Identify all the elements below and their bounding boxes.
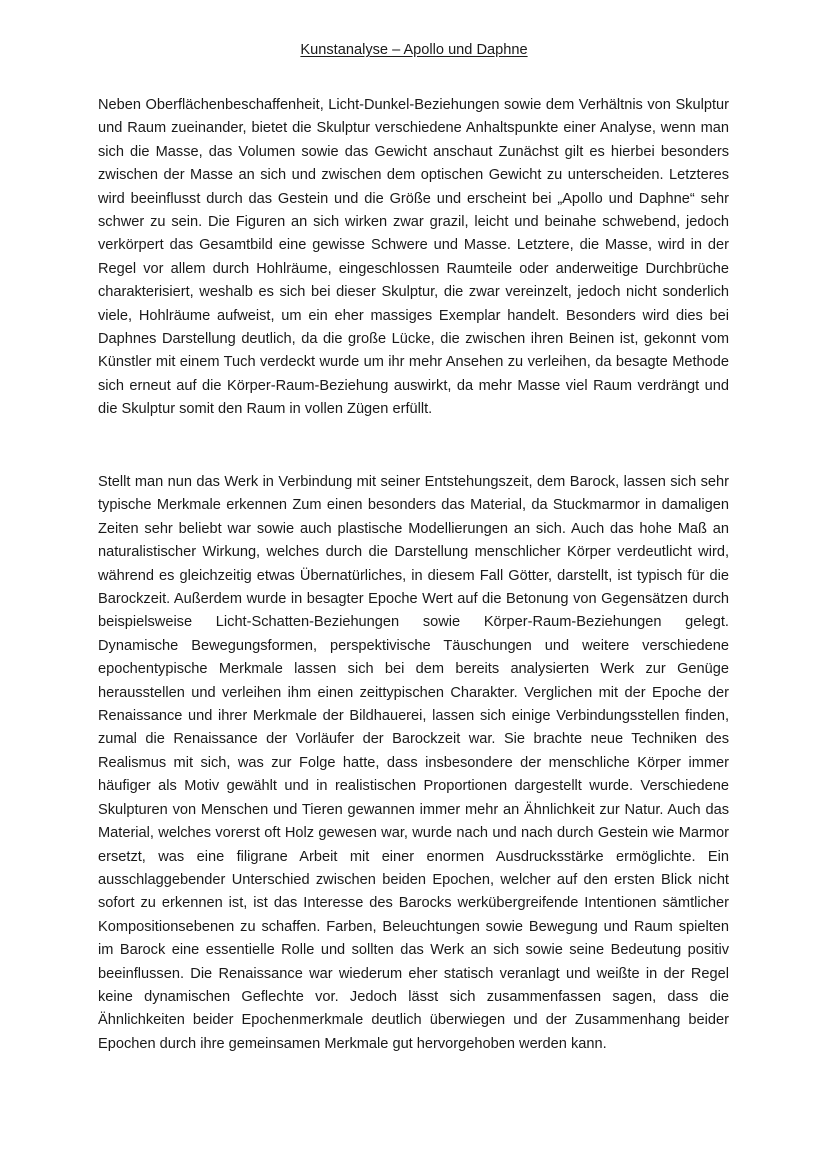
paragraph-masse-volumen-gewicht: Neben Oberflächenbeschaffenheit, Licht-Dunkel-Beziehungen sowie dem Verhältnis von Skulptur und Raum zueinander, bietet die Skulptur verschiedene Anhaltspunkte einer Analyse, wenn man sich die Masse, das Volumen sowie das Gewicht anschaut Zunächst gilt es hierbei besonders zwischen der Masse an sich und zwischen dem optischen Gewicht zu unterscheiden. Letzteres wird beeinflusst durch das Gestein und die Größe und erscheint bei „Apollo und Daphne“ sehr schwer zu sein. Die Figuren an sich wirken zwar grazil, leicht und beinahe schwebend, jedoch verkörpert das Gesamtbild eine gewisse Schwere und Masse. Letztere, die Masse, wird in der Regel vor allem durch Hohlräume, eingeschlossen Raumteile oder anderweitige Durchbrüche charakterisiert, weshalb es sich bei dieser Skulptur, die zwar vereinzelt, jedoch nicht sonderlich viele, Hohlräume aufweist, um ein eher massiges Exemplar handelt. Besonders wird dies bei Daphnes Darstellung deutlich, da die große Lücke, die zwischen ihren Beinen ist, gekonnt vom Künstler mit einem Tuch verdeckt wurde um ihr mehr Ansehen zu verleihen, da besagte Methode sich erneut auf die Körper-Raum-Beziehung auswirkt, da mehr Masse viel Raum verdrängt und die Skulptur somit den Raum in vollen Zügen erfüllt.	[98, 97, 729, 418]
paragraph-epochenvergleich: Stellt man nun das Werk in Verbindung mit seiner Entstehungszeit, dem Barock, lassen sich sehr typische Merkmale erkennen Zum einen besonders das Material, da Stuckmarmor in damaligen Zeiten sehr beliebt war sowie auch plastische Modellierungen an sich. Auch das hohe Maß an naturalistischer Wirkung, welches durch die Darstellung menschlicher Körper verdeutlicht wird, während es gleichzeitig etwas Übernatürliches, in diesem Fall Götter, darstellt, ist typisch für die Barockzeit. Außerdem wurde in besagter Epoche Wert auf die Betonung von Gegensätzen durch beispielsweise Licht-Schatten-Beziehungen sowie Körper-Raum-Beziehungen gelegt. Dynamische Bewegungsformen, perspektivische Täuschungen und weitere verschiedene epochentypische Merkmale lassen sich bei dem bereits analysierten Werk zur Genüge herausstellen und verleihen ihm einen zeittypischen Charakter. Verglichen mit der Epoche der Renaissance und ihrer Merkmale der Bildhauerei, lassen sich einige Verbindungsstellen finden, zumal die Renaissance der Vorläufer der Barockzeit war. Sie brachte neue Techniken des Realismus mit sich, was zur Folge hatte, dass insbesondere der menschliche Körper immer häufiger als Motiv gewählt und in realistischen Proportionen dargestellt wurde. Verschiedene Skulpturen von Menschen und Tieren gewannen immer mehr an Ähnlichkeit zur Natur. Auch das Material, welches vorerst oft Holz gewesen war, wurde nach und nach durch Gestein wie Marmor ersetzt, was eine filigrane Arbeit mit einer enormen Ausdrucksstärke ermöglichte. Ein ausschlaggebender Unterschied zwischen beiden Epochen, welcher auf den ersten Blick nicht sofort zu erkennen ist, ist das Interesse des Barocks werkübergreifende Intentionen sämtlicher Kompositionsebenen zu schaffen. Farben, Beleuchtungen sowie Bewegung und Raum spielten im Barock eine essentielle Rolle und sollten das Werk an sich sowie seine Bedeutung positiv beeinflussen. Die Renaissance war wiederum eher statisch veranlagt und weißte in der Regel keine dynamischen Geflechte vor. Jedoch lässt sich zusammenfassen sagen, dass die Ähnlichkeiten beider Epochenmerkmale deutlich überwiegen und der Zusammenhang beider Epochen durch ihre gemeinsamen Merkmale gut hervorgehoben werden kann.	[98, 474, 729, 1052]
document-title: Kunstanalyse – Apollo und Daphne	[300, 42, 528, 58]
